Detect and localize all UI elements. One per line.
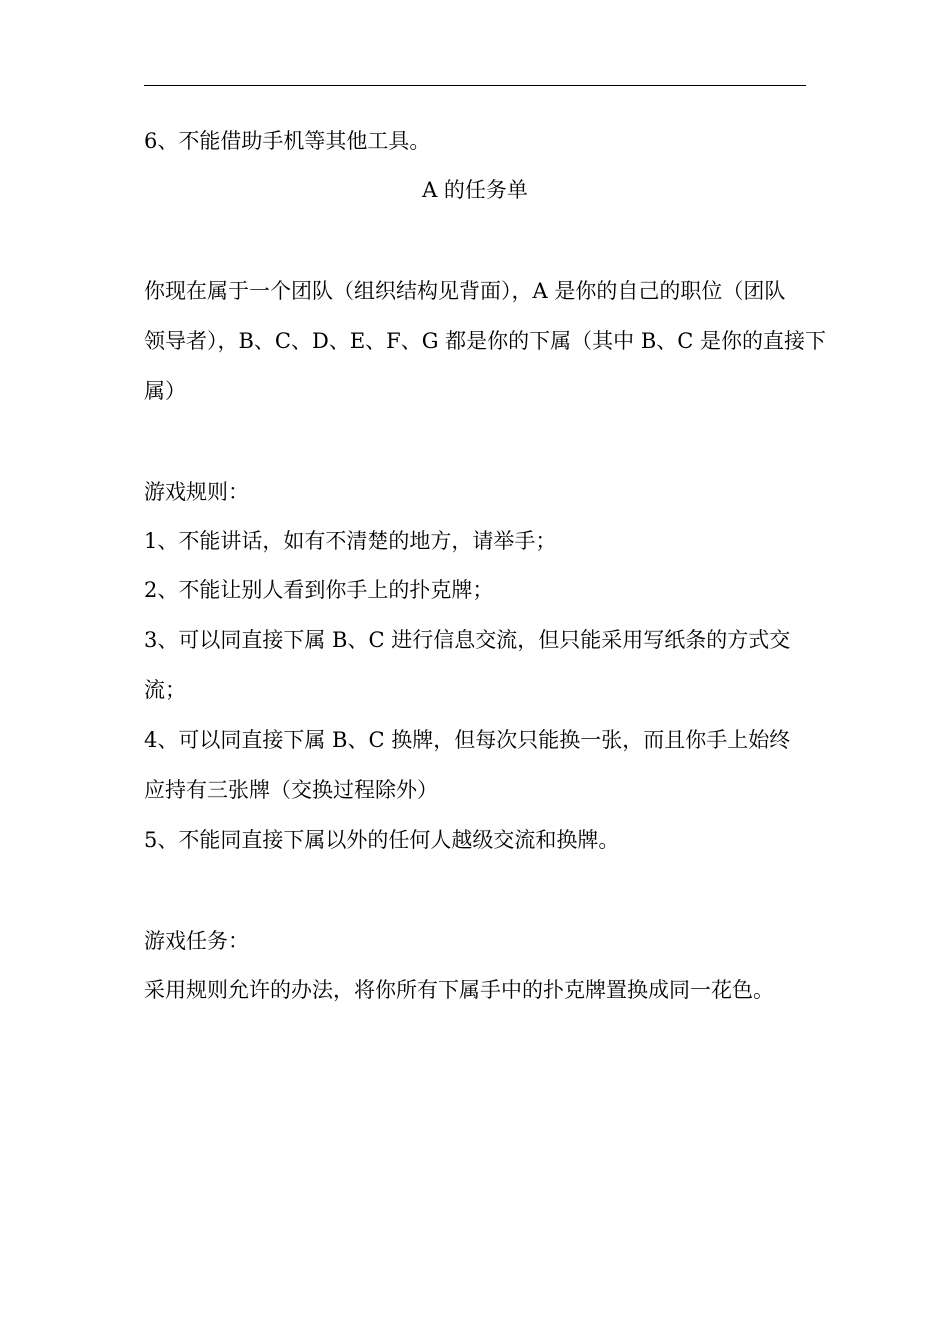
previous-rule-6: 6、不能借助手机等其他工具。 [144, 129, 431, 153]
rule-line-1: 1、不能讲话，如有不清楚的地方，请举手； [144, 529, 557, 553]
task-heading: 游戏任务： [144, 929, 249, 953]
rule-line-4: 4、可以同直接下属 B、C 换牌，但每次只能换一张，而且你手上始终 [144, 728, 791, 752]
header-rule [144, 85, 806, 86]
rule-line-3: 3、可以同直接下属 B、C 进行信息交流，但只能采用写纸条的方式交 [144, 628, 791, 652]
task-text: 采用规则允许的办法，将你所有下属手中的扑克牌置换成同一花色。 [144, 978, 774, 1002]
task-sheet-title: A 的任务单 [422, 178, 528, 202]
rules-heading: 游戏规则： [144, 480, 249, 504]
rule-line-4-cont: 应持有三张牌（交换过程除外） [144, 778, 438, 802]
intro-line-3: 属） [144, 379, 186, 403]
intro-line-2: 领导者），B、C、D、E、F、G 都是你的下属（其中 B、C 是你的直接下 [144, 329, 827, 353]
rule-line-3-cont: 流； [144, 678, 186, 702]
rule-line-2: 2、不能让别人看到你手上的扑克牌； [144, 578, 494, 602]
intro-line-1: 你现在属于一个团队（组织结构见背面），A 是你的自己的职位（团队 [144, 279, 786, 303]
rule-line-5: 5、不能同直接下属以外的任何人越级交流和换牌。 [144, 828, 620, 852]
